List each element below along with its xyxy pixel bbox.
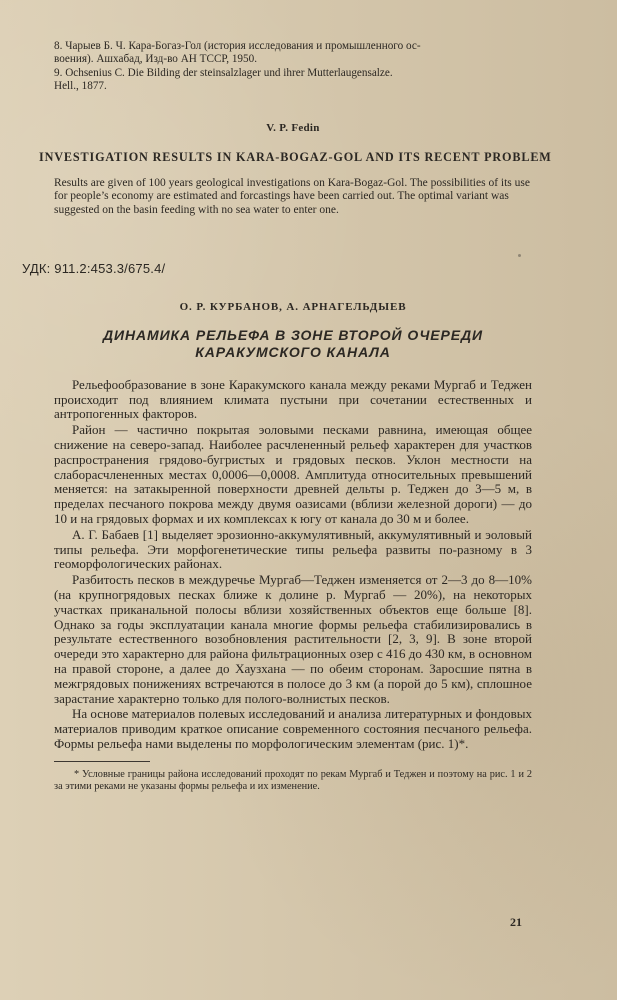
english-author: V. P. Fedin	[266, 122, 320, 134]
reference-9-line-1: 9. Ochsenius C. Die Bilding der steinsalzlager und ihrer Mutterlaugensalze.	[54, 67, 393, 79]
udk-code: УДК: 911.2:453.3/675.4/	[22, 260, 166, 276]
reference-9	[54, 67, 532, 93]
russian-title	[54, 327, 532, 361]
body-paragraph-3: А. Г. Бабаев [1] выделяет эрозионно-аккумулятивный, аккумулятивный и эоловый типы рельефа. Эти морфогенетические типы рельефа развиты по-разному в 3 геоморфологических районах.	[54, 526, 532, 572]
page-content	[22, 40, 552, 793]
footnote-separator	[54, 761, 150, 762]
references-section	[54, 40, 532, 93]
body-paragraph-5: На основе материалов полевых исследований и анализа литературных и фондовых материалов приводим краткое описание современного состояния песчаного рельефа. Формы рельефа нами выделены по морфологическим элементам (рис. 1)*.	[54, 706, 532, 752]
body-paragraph-1: Рельефообразование в зоне Каракумского канала между реками Мургаб и Теджен происходит под влиянием климата пустыни при сочетании естественных и антропогенных факторов.	[54, 376, 532, 422]
article-body	[54, 378, 532, 752]
english-title: INVESTIGATION RESULTS IN KARA-BOGAZ-GOL AND ITS RECENT PROBLEM	[39, 150, 552, 164]
page-number: 21	[510, 915, 522, 929]
body-paragraph-4: Разбитость песков в междуречье Мургаб—Теджен изменяется от 2—3 до 8—10% (на крупногрядовых песках ближе к долине р. Мургаб — 20%), на некоторых участках приканальной полосы вблизи хозяйственных объектов еще больше [8]. Однако за годы эксплуатации канала многие формы рельефа стабилизировались в результате естественного возобновления растительности [2, 3, 9]. В зоне второй очереди это характерно для района фильтрационных озер с 416 до 430 км, в основном на правой стороне, а далее до Хаузхана — по обеим сторонам. Заросшие пятна в межгрядовых понижениях встречаются в полосе до 3 км (а порой до 5 км), сплошное зарастание характерно только для полого-волнистых песков.	[54, 572, 532, 706]
russian-title-line-1: ДИНАМИКА РЕЛЬЕФА В ЗОНЕ ВТОРОЙ ОЧЕРЕДИ	[103, 326, 483, 343]
russian-title-line-2: КАРАКУМСКОГО КАНАЛА	[195, 343, 391, 360]
footnote-text: * Условные границы района исследований проходят по рекам Мургаб и Теджен и поэтому на рис. 1 и 2 за этими реками не указаны формы рельефа и их изменение.	[54, 768, 532, 793]
reference-8-line-1: 8. Чарыев Б. Ч. Кара-Богаз-Гол (история исследования и промышленного ос-	[54, 40, 421, 52]
footnote-section	[54, 769, 532, 793]
reference-9-line-2: Hell., 1877.	[54, 80, 107, 92]
english-abstract: Results are given of 100 years geological investigations on Kara-Bogaz-Gol. The possibilities of its use for people’s economy are estimated and forcastings have been carried out. The optimal variant was suggested on the basin feeding with no sea water to enter one.	[54, 177, 530, 216]
reference-8-line-2: воения). Ашхабад, Изд-во АН ТССР, 1950.	[54, 53, 258, 65]
reference-8	[54, 40, 532, 66]
body-paragraph-2: Район — частично покрытая эоловыми песками равнина, имеющая общее снижение на северо-запад. Наиболее расчлененный рельеф характерен для участков распространения грядово-бугристых и грядовых песков. Уклон местности на слаборасчлененных местах 0,0006—0,0008. Амплитуда относительных превышений меняется: на затакыренной поверхности древней дельты р. Теджен до 3—5 м, в пределах песчаного покрова между двумя оазисами (вблизи железной дороги) — до 10 и на грядовых формах и их комплексах к югу от канала до 30 м и более.	[54, 422, 532, 527]
russian-authors: О. Р. КУРБАНОВ, А. АРНАГЕЛЬДЫЕВ	[179, 300, 407, 313]
